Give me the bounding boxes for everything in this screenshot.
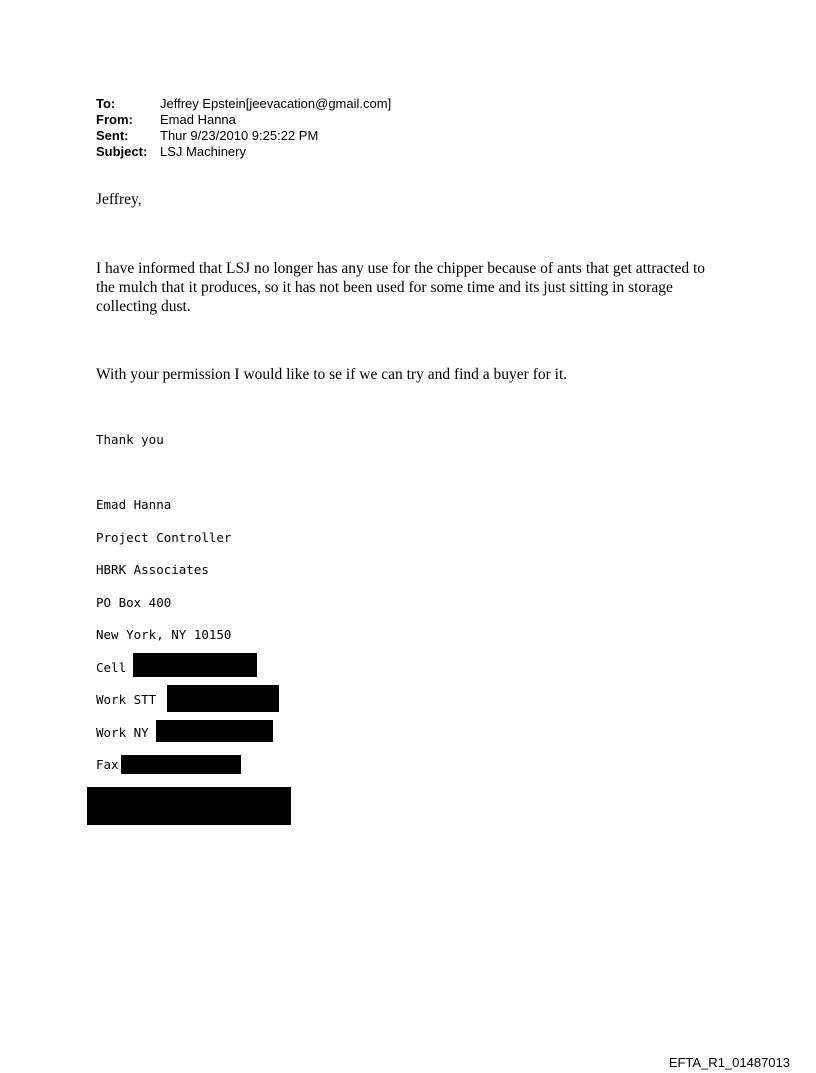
to-value: Jeffrey Epstein[jeevacation@gmail.com] xyxy=(160,96,392,111)
signature-address-line-1: PO Box 400 xyxy=(96,595,172,610)
subject-label: Subject: xyxy=(96,144,148,159)
signature-title: Project Controller xyxy=(96,530,232,545)
work-stt-label: Work STT xyxy=(96,692,157,707)
from-value: Emad Hanna xyxy=(160,112,236,127)
subject-value: LSJ Machinery xyxy=(160,144,246,159)
subject-row xyxy=(96,144,391,160)
work-ny-label: Work NY xyxy=(96,725,149,740)
fax-redaction xyxy=(121,755,241,774)
signature-address-line-2: New York, NY 10150 xyxy=(96,627,232,642)
to-label: To: xyxy=(96,96,116,111)
sent-label: Sent: xyxy=(96,128,129,143)
body-paragraph-2: With your permission I would like to se if we can try and find a buyer for it. xyxy=(96,366,568,383)
signature-block-redaction xyxy=(87,787,291,825)
greeting: Jeffrey, xyxy=(96,191,142,208)
from-label: From: xyxy=(96,112,133,127)
from-row xyxy=(96,112,391,128)
email-header xyxy=(96,96,391,160)
sent-value: Thur 9/23/2010 9:25:22 PM xyxy=(160,128,319,143)
work-stt-redaction xyxy=(167,685,279,712)
document-id: EFTA_R1_01487013 xyxy=(668,1055,790,1070)
signature-company: HBRK Associates xyxy=(96,562,209,577)
body-paragraph-1: I have informed that LSJ no longer has any use for the chipper because of ants that get attracted to the mulch that it produces, so it has not been used for some time and its just sitting in storage collecting dust. xyxy=(96,260,706,315)
fax-label: Fax xyxy=(96,757,119,772)
sent-row xyxy=(96,128,391,144)
cell-label: Cell xyxy=(96,660,127,675)
to-row xyxy=(96,96,391,112)
cell-redaction xyxy=(133,653,257,677)
closing: Thank you xyxy=(96,432,164,447)
signature-name: Emad Hanna xyxy=(96,497,172,512)
work-ny-redaction xyxy=(156,720,273,742)
